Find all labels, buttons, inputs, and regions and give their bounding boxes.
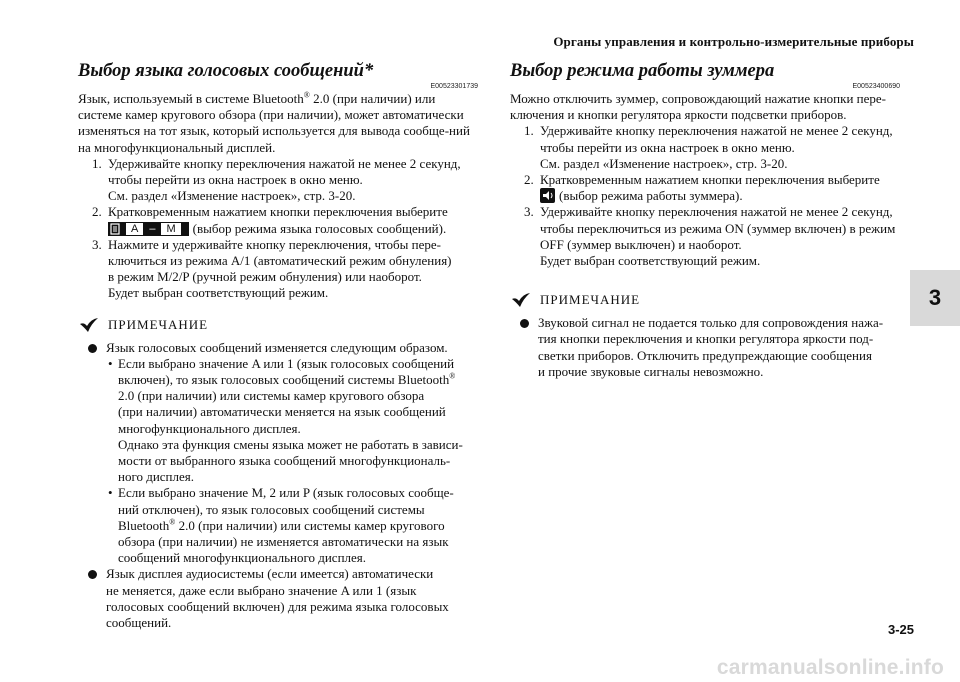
step-3: 3. Нажмите и удерживайте кнопку переключения, чтобы пере- ключиться из режима A/1 (автоматический режим обнуления) в режим M/2/P (ручной режим обнуления) или наоборот. Будет выбран соответствующий режим. [92,236,452,301]
page-header: Органы управления и контрольно-измерительные приборы [553,34,914,49]
steps-list [78,156,478,302]
section-code: E00523400690 [852,83,900,90]
intro-paragraph: Можно отключить зуммер, сопровождающий нажатие кнопки пере- ключения и кнопки регулятора яркости подсветки приборов. [510,91,886,123]
step-3: 3. Удерживайте кнопку переключения нажатой не менее 2 секунд, чтобы переключиться из режима ON (зуммер включен) в режим OFF (зуммер выключен) и наоборот. Будет выбран соответствующий режим. [524,204,896,269]
note-bullet: Язык дисплея аудиосистемы (если имеется) автоматически не меняется, даже если выбрано значение A или 1 (язык голосовых сообщений включен) для режима языка голосовых сообщений. [78,566,478,631]
section-title-voice-language: Выбор языка голосовых сообщений* [78,61,374,81]
voice-mode-icon: A – M [108,222,189,236]
note-sub-bullet: • Если выбрано значение M, 2 или P (язык голосовых сообще- ний отключен), то язык голосовых сообщений системы Bluetooth® 2.0 (при наличии) или системы камер кругового обзора (при наличии) не изменяется автоматически на язык сообщений многофункционального дисплея. [108,485,454,566]
watermark: carmanualsonline.info [716,656,944,679]
section-title-buzzer-mode: Выбор режима работы зуммера [510,61,775,81]
note-bullet: Язык голосовых сообщений изменяется следующим образом. [78,340,478,356]
step-1: 1. Удерживайте кнопку переключения нажатой не менее 2 секунд, чтобы перейти из окна настроек в окно меню. См. раздел «Изменение настроек», стр. 3-20. [92,155,461,204]
page-number: 3-25 [887,622,914,637]
left-column [78,60,478,631]
note-sub-bullet: • Если выбрано значение A или 1 (язык голосовых сообщений включен), то язык голосовых сообщений системы Bluetooth® 2.0 (при наличии) или системы камер кругового обзора (при наличии) автоматически меняется на язык сообщений многофункционального дисплея. Однако эта функция смены языка может не работать в зависи- мости от выбранного языка сообщений многофункциональ- ного дисплея. [108,355,463,485]
section-code: E00523301739 [430,83,478,90]
buzzer-icon [540,188,555,203]
note-heading: ПРИМЕЧАНИЕ [510,291,900,309]
note-icon [78,316,100,334]
note-icon [510,291,532,309]
speaker-icon [110,223,120,235]
step-2: 2. Кратковременным нажатием кнопки переключения выберите A – M (выбор режима языка голосовых сообщений). [92,204,448,236]
note-heading: ПРИМЕЧАНИЕ [78,316,478,334]
note-bullet: Звуковой сигнал не подается только для сопровождения нажа- тия кнопки переключения и кнопки регулятора яркости под- светки приборов. Отключить предупреждающие сообщения и прочие звуковые сигналы невозможно. [510,315,900,380]
steps-list [510,123,900,269]
chapter-tab: 3 [910,270,960,326]
step-2: 2. Кратковременным нажатием кнопки переключения выберите (выбор режима работы зуммера). [524,172,880,204]
right-column [510,60,900,380]
intro-paragraph: Язык, используемый в системе Bluetooth® 2.0 (при наличии) или системе камер кругового обзора (при наличии), может автоматически изменяться на тот язык, который используется для вывода сообще-ний на многофункциональный дисплей. [78,90,470,155]
step-1: 1. Удерживайте кнопку переключения нажатой не менее 2 секунд, чтобы перейти из окна настроек в окно меню. См. раздел «Изменение настроек», стр. 3-20. [524,123,893,171]
